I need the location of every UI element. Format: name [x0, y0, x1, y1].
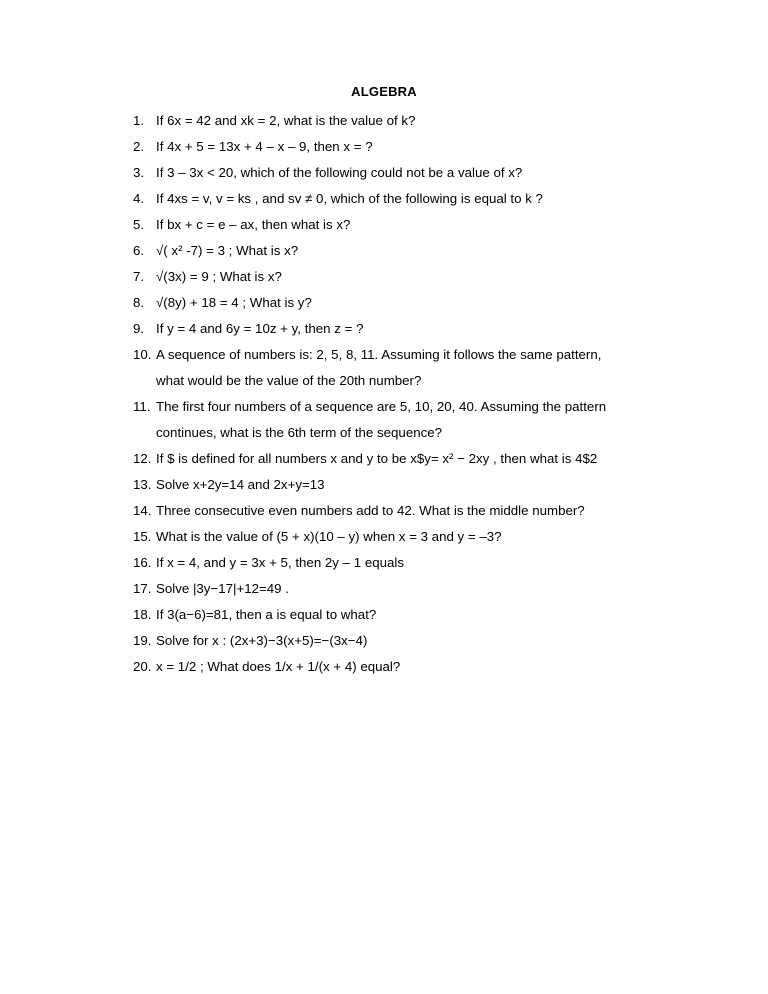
question-text: √(3x) = 9 ; What is x?: [156, 269, 282, 284]
question-text: If y = 4 and 6y = 10z + y, then z = ?: [156, 321, 364, 336]
question-20: [133, 658, 606, 675]
question-list: [133, 112, 606, 675]
question-18: [133, 606, 606, 623]
question-number: 17.: [133, 581, 152, 596]
question-10: [133, 346, 606, 363]
question-16: [133, 554, 606, 571]
question-text: If 3 – 3x < 20, which of the following could not be a value of x?: [156, 165, 523, 180]
question-14: [133, 502, 606, 519]
question-text: √(8y) + 18 = 4 ; What is y?: [156, 295, 312, 310]
question-text: If x = 4, and y = 3x + 5, then 2y – 1 equals: [156, 555, 405, 570]
question-text: Solve |3y−17|+12=49 .: [156, 581, 289, 596]
question-text: If 3(a−6)=81, then a is equal to what?: [156, 607, 377, 622]
question-number: 1.: [133, 113, 145, 128]
question-7: [133, 268, 606, 285]
question-13: [133, 476, 606, 493]
question-number: 4.: [133, 191, 145, 206]
question-number: 8.: [133, 295, 145, 310]
question-text: A sequence of numbers is: 2, 5, 8, 11. Assuming it follows the same pattern,: [156, 347, 602, 362]
question-15: [133, 528, 606, 545]
question-number: 20.: [133, 659, 152, 674]
question-text: If $ is defined for all numbers x and y to be x$y= x² − 2xy , then what is 4$2: [156, 451, 598, 466]
question-number: 16.: [133, 555, 152, 570]
question-4: [133, 190, 606, 207]
question-number: 3.: [133, 165, 145, 180]
question-11: [133, 398, 606, 415]
question-number: 5.: [133, 217, 145, 232]
question-text: If 4xs = v, v = ks , and sv ≠ 0, which of the following is equal to k ?: [156, 191, 543, 206]
question-6: [133, 242, 606, 259]
question-3: [133, 164, 606, 181]
question-text: Solve x+2y=14 and 2x+y=13: [156, 477, 325, 492]
document-title: ALGEBRA: [351, 84, 417, 99]
question-text: Three consecutive even numbers add to 42. What is the middle number?: [156, 503, 585, 518]
question-number: 15.: [133, 529, 152, 544]
question-11-continued: continues, what is the 6th term of the sequence?: [156, 425, 443, 440]
question-10-continued: what would be the value of the 20th number?: [156, 373, 422, 388]
question-number: 2.: [133, 139, 145, 154]
question-2: [133, 138, 606, 155]
question-text: √( x² -7) = 3 ; What is x?: [156, 243, 299, 258]
question-19: [133, 632, 606, 649]
question-text: If 4x + 5 = 13x + 4 – x – 9, then x = ?: [156, 139, 373, 154]
question-number: 14.: [133, 503, 152, 518]
question-17: [133, 580, 606, 597]
question-1: [133, 112, 606, 129]
question-12: [133, 450, 606, 467]
question-number: 19.: [133, 633, 152, 648]
question-text: The first four numbers of a sequence are 5, 10, 20, 40. Assuming the pattern: [156, 399, 607, 414]
question-number: 7.: [133, 269, 145, 284]
question-5: [133, 216, 606, 233]
question-number: 10.: [133, 347, 152, 362]
question-number: 12.: [133, 451, 152, 466]
question-8: [133, 294, 606, 311]
question-text: What is the value of (5 + x)(10 – y) when x = 3 and y = –3?: [156, 529, 502, 544]
question-number: 11.: [133, 399, 151, 414]
question-text: If bx + c = e – ax, then what is x?: [156, 217, 351, 232]
question-number: 18.: [133, 607, 152, 622]
question-number: 9.: [133, 321, 145, 336]
question-text: Solve for x : (2x+3)−3(x+5)=−(3x−4): [156, 633, 368, 648]
question-text: If 6x = 42 and xk = 2, what is the value of k?: [156, 113, 416, 128]
question-number: 6.: [133, 243, 145, 258]
question-9: [133, 320, 606, 337]
question-number: 13.: [133, 477, 152, 492]
question-text: x = 1/2 ; What does 1/x + 1/(x + 4) equal?: [156, 659, 401, 674]
